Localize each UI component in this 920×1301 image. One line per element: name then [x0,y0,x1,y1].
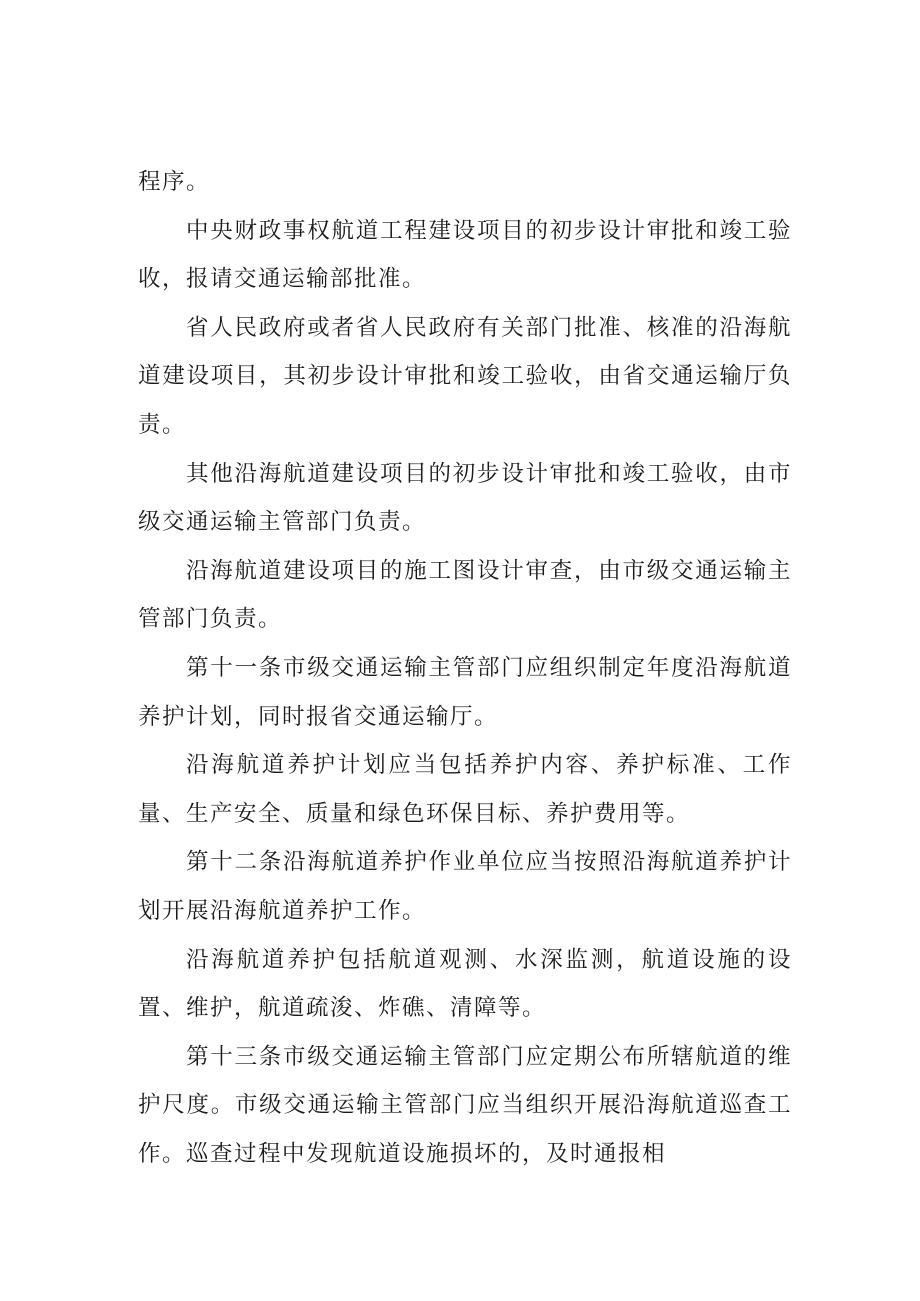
paragraph-7: 沿海航道养护计划应当包括养护内容、养护标准、工作量、生产安全、质量和绿色环保目标、养护费用等。 [138,752,792,827]
document-body [138,158,792,1178]
paragraph-8: 第十二条沿海航道养护作业单位应当按照沿海航道养护计划开展沿海航道养护工作。 [138,849,792,924]
paragraph-1: 程序。 [138,169,211,195]
paragraph-2: 中央财政事权航道工程建设项目的初步设计审批和竣工验收，报请交通运输部批准。 [138,217,792,293]
paragraph-3: 省人民政府或者省人民政府有关部门批准、核准的沿海航道建设项目，其初步设计审批和竣工验收，由省交通运输厅负责。 [138,314,792,438]
paragraph-5: 沿海航道建设项目的施工图设计审查，由市级交通运输主管部门负责。 [138,557,792,633]
paragraph-6: 第十一条市级交通运输主管部门应组织制定年度沿海航道养护计划，同时报省交通运输厅。 [138,654,792,730]
paragraph-4: 其他沿海航道建设项目的初步设计审批和竣工验收，由市级交通运输主管部门负责。 [138,460,792,536]
paragraph-9: 沿海航道养护包括航道观测、水深监测，航道设施的设置、维护，航道疏浚、炸礁、清障等。 [138,946,792,1022]
paragraph-10: 第十三条市级交通运输主管部门应定期公布所辖航道的维护尺度。市级交通运输主管部门应当组织开展沿海航道巡查工作。巡查过程中发现航道设施损坏的，及时通报相 [138,1043,792,1167]
